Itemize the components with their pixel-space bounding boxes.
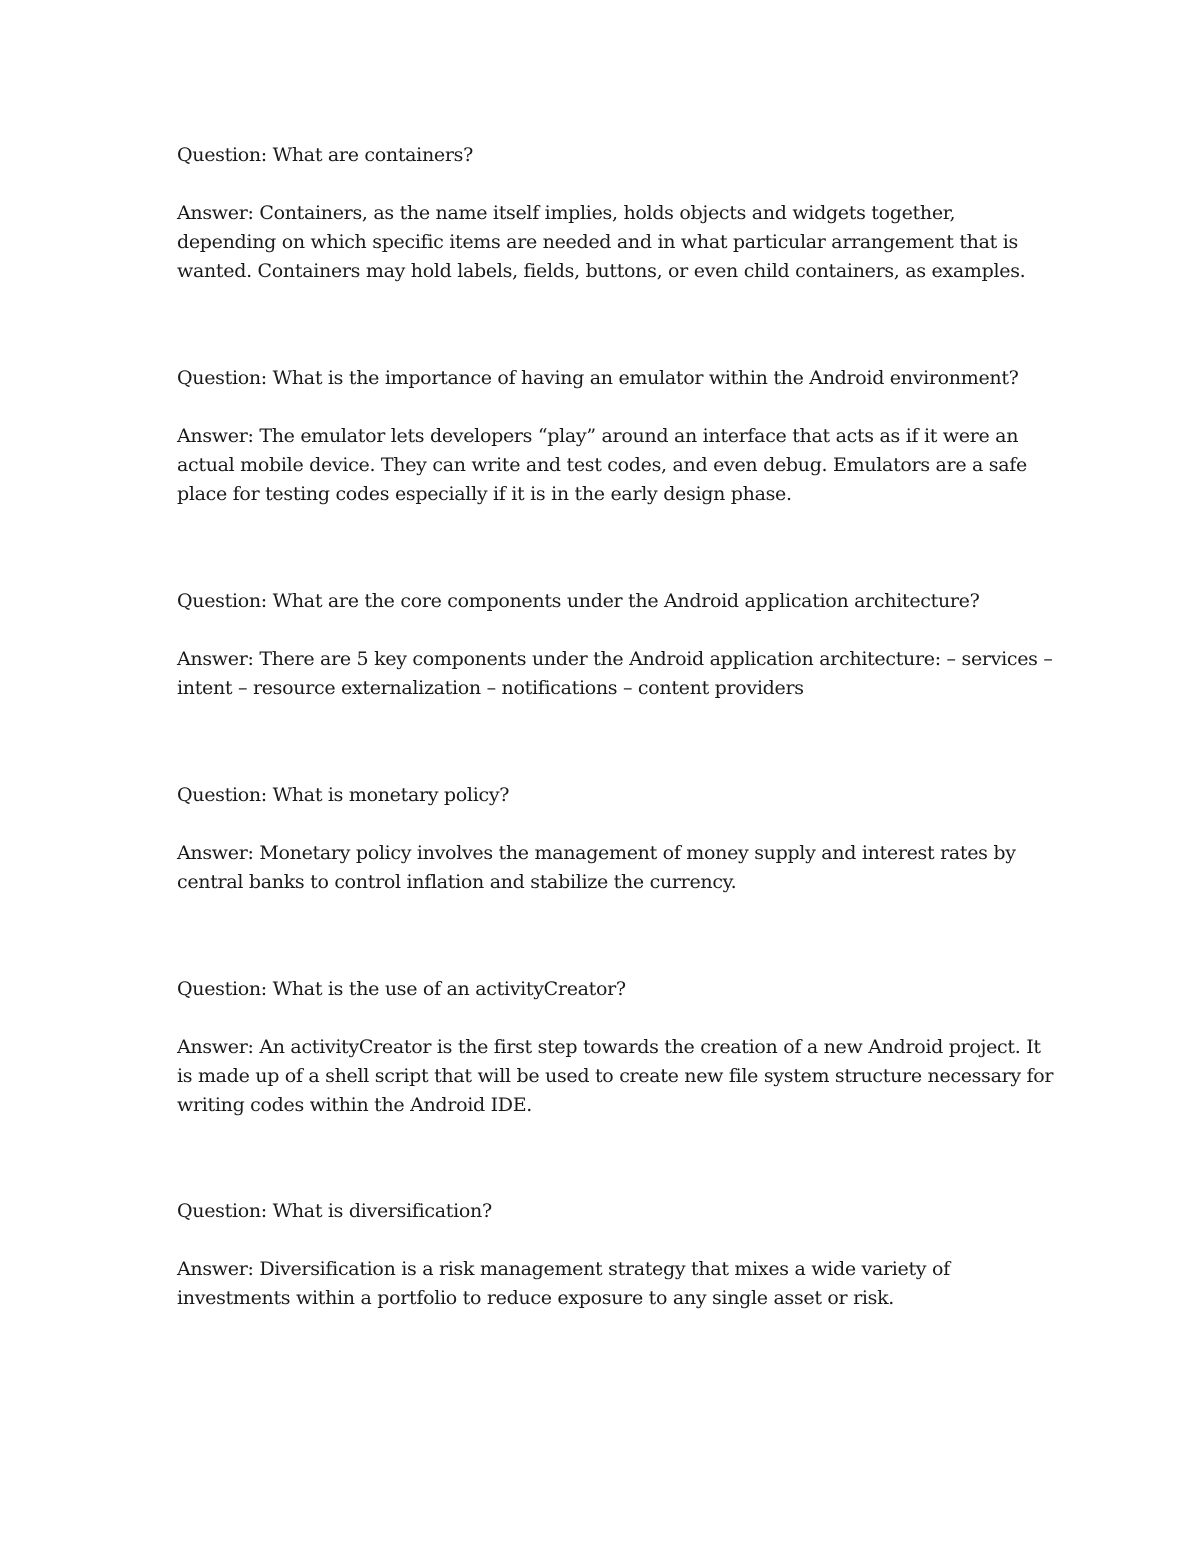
answer-6: Answer: Diversification is a risk management strategy that mixes a wide variety of investments within a portfolio to reduce exposure to any single asset or risk. (177, 1258, 950, 1309)
question-1: Question: What are containers? (177, 144, 473, 166)
question-4: Question: What is monetary policy? (177, 784, 510, 806)
answer-2: Answer: The emulator lets developers “play” around an interface that acts as if it were an actual mobile device. They can write and test codes, and even debug. Emulators are a safe place for testing codes especially if it is in the early design phase. (177, 425, 1027, 505)
answer-3: Answer: There are 5 key components under the Android application architecture: – services – intent – resource externalization – notifications – content providers (177, 648, 1053, 699)
question-6: Question: What is diversification? (177, 1200, 492, 1222)
question-2: Question: What is the importance of having an emulator within the Android environment? (177, 367, 1019, 389)
answer-5: Answer: An activityCreator is the first step towards the creation of a new Android project. It is made up of a shell script that will be used to create new file system structure necessary for writing codes within the Android IDE. (177, 1036, 1054, 1116)
question-5: Question: What is the use of an activityCreator? (177, 978, 626, 1000)
question-3: Question: What are the core components under the Android application architecture? (177, 590, 980, 612)
answer-4: Answer: Monetary policy involves the management of money supply and interest rates by central banks to control inflation and stabilize the currency. (177, 842, 1016, 893)
answer-1: Answer: Containers, as the name itself implies, holds objects and widgets together, depending on which specific items are needed and in what particular arrangement that is wanted. Containers may hold labels, fields, buttons, or even child containers, as examples. (177, 202, 1026, 282)
